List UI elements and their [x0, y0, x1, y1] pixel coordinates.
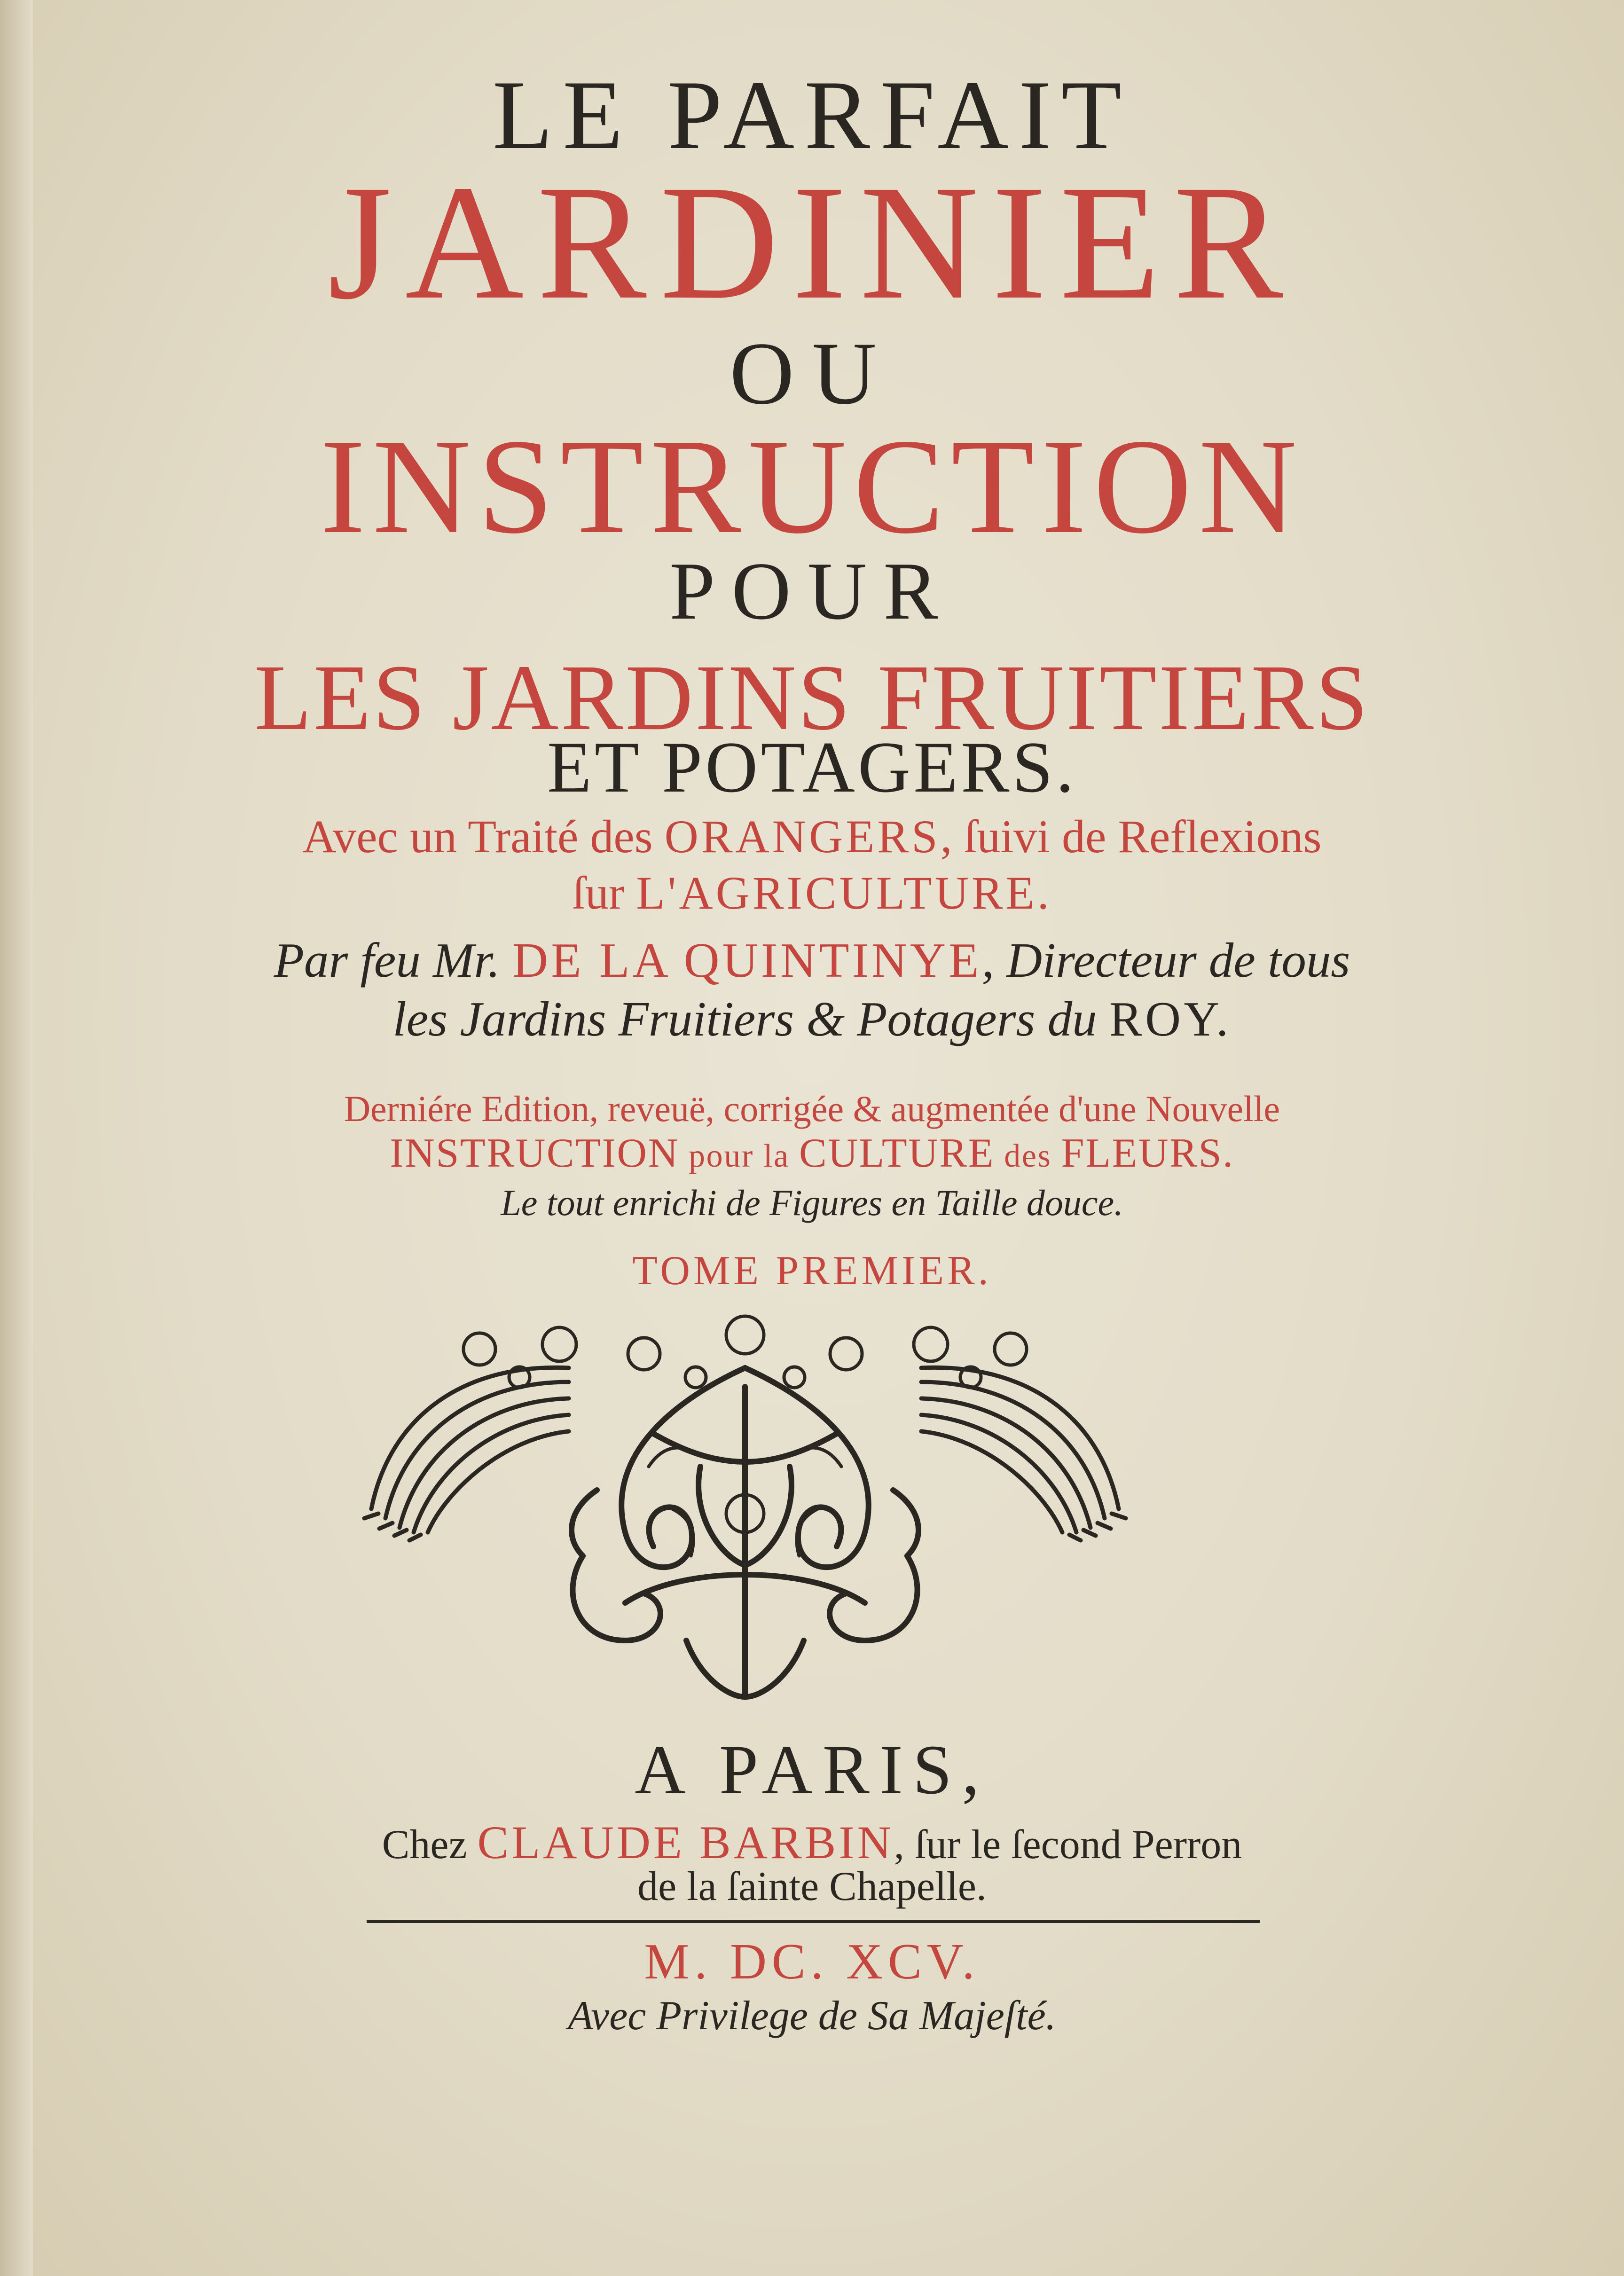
- edition-text: des: [995, 1138, 1061, 1174]
- edition-culture: CULTURE: [799, 1130, 995, 1176]
- subtitle-orangers: ORANGERS: [664, 810, 941, 863]
- subtitle-agriculture: L'AGRICULTURE.: [636, 867, 1052, 919]
- title-line-ou: OU: [730, 324, 894, 423]
- title-line-et-potagers: ET POTAGERS.: [547, 727, 1077, 808]
- author-text: Par feu Mr.: [274, 933, 513, 988]
- author-line-2: [0, 991, 1624, 1046]
- author-text: les Jardins Fruitiers & Potagers du: [392, 991, 1109, 1046]
- imprint-text: , ſur le ſecond Perron: [894, 1822, 1242, 1868]
- imprint-city: A PARIS,: [635, 1731, 989, 1809]
- edition-text: pour la: [679, 1138, 799, 1174]
- imprint-publisher: CLAUDE BARBIN: [477, 1816, 894, 1868]
- subtitle-text: ſur: [572, 867, 636, 919]
- author-name: DE LA QUINTINYE: [512, 933, 982, 988]
- subtitle-line-2: [0, 867, 1624, 919]
- title-line-le-parfait: LE PARFAIT: [492, 61, 1132, 170]
- divider-rule: [367, 1920, 1260, 1923]
- author-text: , Directeur de tous: [981, 933, 1350, 988]
- title-line-jardins-fruitiers: LES JARDINS FRUITIERS: [254, 646, 1370, 750]
- edition-line-3: Le tout enrichi de Figures en Taille douce.: [501, 1182, 1123, 1223]
- edition-fleurs: FLEURS.: [1061, 1130, 1234, 1176]
- imprint-address: de la ſainte Chapelle.: [637, 1864, 987, 1909]
- subtitle-line-1: [0, 810, 1624, 863]
- volume-label: TOME PREMIER.: [632, 1248, 992, 1294]
- publication-date: M. DC. XCV.: [644, 1934, 980, 1990]
- title-line-pour: POUR: [669, 545, 955, 636]
- fleuron-monogram-icon: [362, 1311, 1128, 1711]
- imprint-text: Chez: [382, 1822, 478, 1868]
- subtitle-text: Avec un Traité des: [302, 810, 665, 863]
- imprint-publisher-line: [0, 1816, 1624, 1868]
- title-line-instruction: INSTRUCTION: [320, 411, 1304, 562]
- subtitle-text: , ſuivi de Reflexions: [940, 810, 1322, 863]
- title-line-jardinier: JARDINIER: [328, 151, 1296, 333]
- author-line-1: [0, 933, 1624, 988]
- author-roy: ROY.: [1109, 991, 1232, 1046]
- edition-line-2: [0, 1130, 1624, 1176]
- privilege-line: Avec Privilege de Sa Majeſté.: [568, 1993, 1056, 2039]
- edition-instruction: INSTRUCTION: [390, 1130, 679, 1176]
- edition-line-1: Derniére Edition, reveuë, corrigée & augmentée d'une Nouvelle: [344, 1088, 1280, 1129]
